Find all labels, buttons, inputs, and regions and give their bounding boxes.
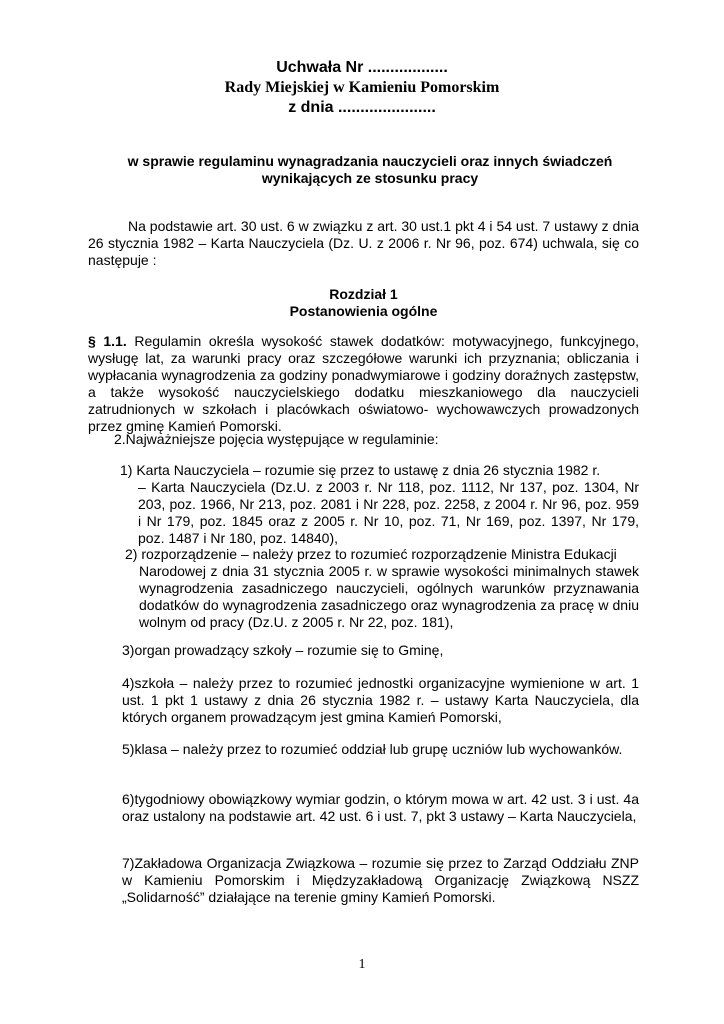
subject-line-2: wynikających ze stosunku pracy	[261, 170, 479, 186]
definition-1	[120, 462, 639, 547]
preamble-text: Na podstawie art. 30 ust. 6 w związku z art. 30 ust.1 pkt 4 i 54 ust. 7 ustawy z dnia 26 stycznia 1982 – Karta Nauczyciela (Dz. U. z 2006 r. Nr 96, poz. 674) uchwala, się co następuje :	[88, 218, 639, 268]
resolution-subject	[90, 153, 650, 187]
chapter-title: Rozdział 1	[329, 286, 398, 302]
subject-line-1: w sprawie regulaminu wynagradzania nauczycieli oraz innych świadczeń	[127, 153, 613, 169]
definition-7: 7)Zakładowa Organizacja Związkowa – rozumie się przez to Zarząd Oddziału ZNP w Kamieniu Pomorskim i Międzyzakładową Organizację Związkową NSZZ „Solidarność” działające na terenie gminy Kamień Pomorski.	[122, 855, 639, 905]
definition-1-continuation: – Karta Nauczyciela (Dz.U. z 2003 r. Nr 118, poz. 1112, Nr 137, poz. 1304, Nr 203, poz. 1966, Nr 213, poz. 2081 i Nr 228, poz. 2258, z 2004 r. Nr 96, poz. 959 i Nr 179, poz. 1845 oraz z 2005 r. Nr 10, poz. 71, Nr 169, poz. 1397, Nr 179, poz. 1487 i Nr 180, poz. 14840),	[138, 479, 639, 546]
section-1-paragraph-2: 2.Najważniejsze pojęcia występujące w regulaminie:	[114, 431, 439, 447]
definition-1-lead: 1) Karta Nauczyciela – rozumie się przez to ustawę z dnia 26 stycznia 1982 r.	[120, 462, 601, 478]
section-1-1-text: Regulamin określa wysokość stawek dodatków: motywacyjnego, funkcyjnego, wysługę lat, za warunki pracy oraz szczegółowe warunki ich przyznania; obliczania i wypłacania wynagrodzenia za godziny ponadwymiarowe i godziny doraźnych zastępstw, a także wysokość nauczycielskiego dodatku mieszkaniowego dla nauczycieli zatrudnionych w szkołach i placówkach oświatowo- wychowawczych prowadzonych przez gminę Kamień Pomorski.	[88, 333, 639, 434]
chapter-subtitle: Postanowienia ogólne	[289, 303, 438, 319]
document-title	[0, 58, 724, 118]
definition-2-continuation: Narodowej z dnia 31 stycznia 2005 r. w sprawie wysokości minimalnych stawek wynagrodzenia zasadniczego nauczycieli, ogólnych warunków przyznawania dodatków do wynagrodzenia zasadniczego oraz wynagrodzenia za pracę w dniu wolnym od pracy (Dz.U. z 2005 r. Nr 22, poz. 181),	[139, 563, 639, 630]
section-1-paragraph-1	[88, 333, 639, 435]
definition-4: 4)szkoła – należy przez to rozumieć jednostki organizacyjne wymienione w art. 1 ust. 1 pkt 1 ustawy z dnia 26 stycznia 1982 r. – ustawy Karta Nauczyciela, dla których organem prowadzącym jest gmina Kamień Pomorski,	[122, 675, 639, 725]
definition-3: 3)organ prowadzący szkoły – rozumie się to Gminę,	[122, 642, 444, 658]
chapter-heading	[88, 286, 639, 320]
definition-2-lead: 2) rozporządzenie – należy przez to rozumieć rozporządzenie Ministra Edukacji	[125, 546, 617, 562]
definition-6: 6)tygodniowy obowiązkowy wymiar godzin, o którym mowa w art. 42 ust. 3 i ust. 4a oraz ustalony na podstawie art. 42 ust. 6 i ust. 7, pkt 3 ustawy – Karta Nauczyciela,	[122, 791, 639, 824]
section-marker: § 1.1.	[88, 333, 127, 349]
preamble	[88, 218, 639, 269]
resolution-date: z dnia ......................	[288, 99, 436, 116]
definition-5: 5)klasa – należy przez to rozumieć oddział lub grupę uczniów lub wychowanków.	[122, 741, 623, 757]
page-number: 1	[358, 957, 366, 972]
definition-2	[125, 546, 639, 631]
council-name: Rady Miejskiej w Kamieniu Pomorskim	[224, 79, 500, 96]
resolution-number: Uchwała Nr ..................	[276, 59, 448, 76]
